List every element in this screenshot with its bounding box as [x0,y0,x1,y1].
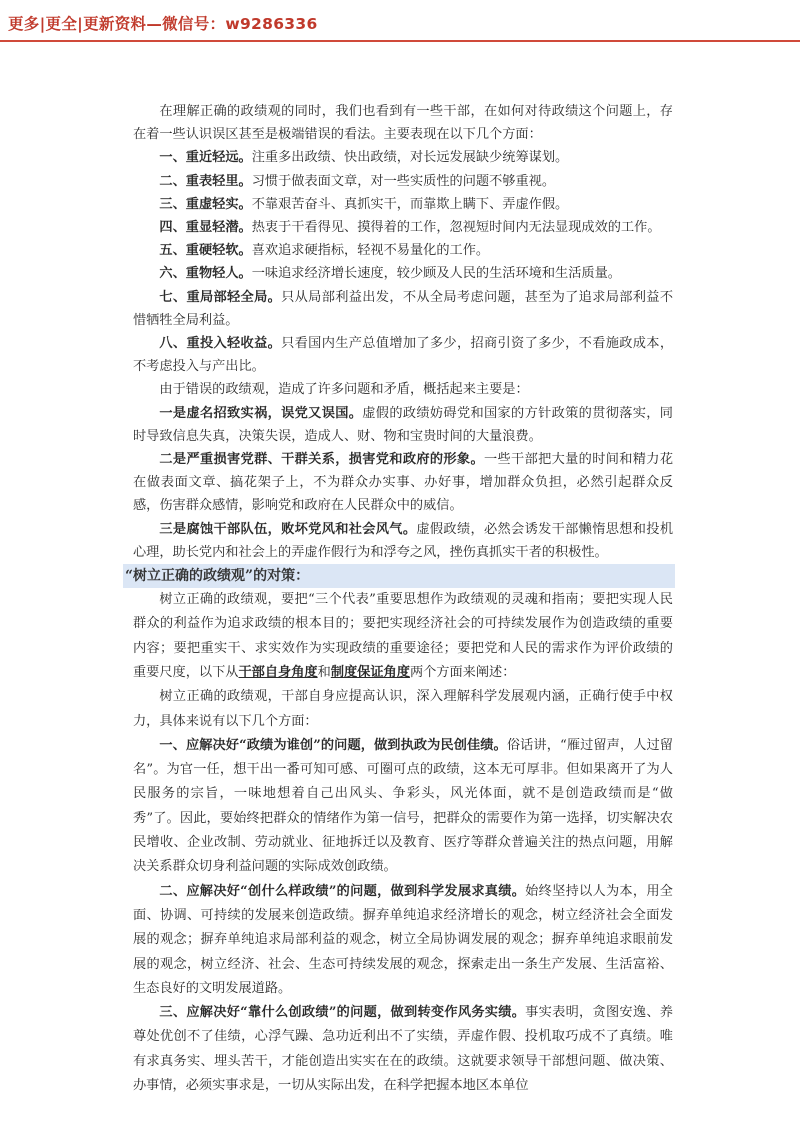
consequence-title: 一是虚名招致实祸，误党又误国。 [159,405,363,421]
consequence-intro: 由于错误的政绩观，造成了许多问题和矛盾，概括起来主要是： [159,382,529,398]
consequence-item [133,518,673,564]
issue-title: 八、重投入轻收益。 [159,336,282,352]
strategy-paragraph: 树立正确的政绩观，干部自身应提高认识，深入理解科学发展观内涵，正确行使手中权力，具体来说有以下几个方面： [133,689,673,729]
issue-item [133,332,673,378]
issue-item [133,286,673,332]
underlined-term: 制度保证角度 [330,664,410,680]
issue-title: 三、重虚轻实。 [159,196,252,212]
issue-title: 四、重显轻潜。 [159,220,252,236]
issue-text: 不靠艰苦奋斗、真抓实干，而靠欺上瞒下、弄虚作假。 [251,196,569,212]
strategy-text: 树立正确的政绩观，要把“三个代表”重要思想作为政绩观的灵魂和指南；要把实现人民群众的利益作为追求政绩的根本目的；要把实现经济社会的可持续发展作为创造政绩的重要内容；要把重实干、求实效作为实现政绩的重要途径；要把党和人民的需求作为评价政绩的重要尺度，以下从 [133,592,673,680]
issue-item [133,193,673,216]
issue-text: 一味追求经济增长速度，较少顾及人民的生活环境和生活质量。 [251,266,621,282]
consequence-text: 虚假政绩，必然会诱发干部懒惰思想和投机心理，助长党内和社会上的弄虚作假行为和浮夸之风，挫伤真抓实干者的积极性。 [133,521,674,560]
header-divider [0,40,800,42]
issue-title: 六、重物轻人。 [159,266,252,282]
strategy-item-title: 三、应解决好“靠什么创政绩”的问题，做到转变作风务实绩。 [159,1005,526,1021]
consequence-text: 虚假的政绩妨碍党和国家的方针政策的贯彻落实，同时导致信息失真，决策失误，造成人、财、物和宝贵时间的大量浪费。 [133,405,673,444]
consequence-text: 一些干部把大量的时间和精力花在做表面文章、搞花架子上，不为群众办实事、办好事，增加群众负担，必然引起群众反感，伤害群众感情，影响党和政府在人民群众中的威信。 [133,452,674,514]
issue-text: 注重多出政绩、快出政绩，对长远发展缺少统筹谋划。 [251,150,569,166]
issue-item [133,170,673,193]
strategy-text: 两个方面来阐述： [409,664,516,680]
consequence-item [133,402,673,448]
issue-item [133,262,673,285]
strategy-item [133,734,673,880]
issue-text: 只看国内生产总值增加了多少，招商引资了多少，不看施政成本，不考虑投入与产出比。 [133,336,674,375]
strategy-item [133,880,673,1001]
issue-text: 习惯于做表面文章，对一些实质性的问题不够重视。 [251,173,556,189]
issue-item [133,216,673,239]
strategy-item-title: 一、应解决好“政绩为谁创”的问题，做到执政为民创佳绩。 [159,737,507,753]
page-header [0,0,800,50]
issue-text: 喜欢追求硬指标，轻视不易量化的工作。 [251,243,490,259]
underlined-term: 干部自身角度 [238,664,318,680]
strategy-item [133,1001,673,1098]
issue-title: 二、重表轻里。 [159,173,252,189]
strategy-item-text: 俗话讲，“雁过留声，人过留名”。为官一任，想干出一番可知可感、可圈可点的政绩，这本无可厚非。但如果离开了为人民服务的宗旨，一味地想着自己出风头、争彩头，风光体面，就不是创造政绩而是“做秀”了。因此，要始终把群众的情绪作为第一信号，把群众的需要作为第一选择，切实解决农民增收、企业改制、劳动就业、征地拆迁以及教育、医疗等群众普遍关注的热点问题，用解决关系群众切身利益问题的实际成效创政绩。 [133,737,673,875]
issue-item [133,239,673,262]
issue-title: 七、重局部轻全局。 [159,289,282,305]
strategy-section [133,588,673,1098]
strategy-item-text: 事实表明，贪图安逸、养尊处优创不了佳绩，心浮气躁、急功近利出不了实绩，弄虚作假、投机取巧成不了真绩。唯有求真务实、埋头苦干，才能创造出实实在在的政绩。这就要求领导干部想问题、做决策、办事情，必须实事求是，一切从实际出发，在科学把握本地区本单位 [133,1005,673,1093]
header-watermark-text: 更多|更全|更新资料—微信号：w9286336 [8,15,318,33]
consequence-title: 二是严重损害党群、干群关系，损害党和政府的形象。 [159,452,484,468]
document-body [125,100,674,1098]
strategy-item-title: 二、应解决好“创什么样政绩”的问题，做到科学发展求真绩。 [159,883,526,899]
issue-title: 一、重近轻远。 [159,150,252,166]
intro-paragraph: 在理解正确的政绩观的同时，我们也看到有一些干部，在如何对待政绩这个问题上，存在着一些认识误区甚至是极端错误的看法。主要表现在以下几个方面： [133,104,673,143]
issue-title: 五、重硬轻软。 [159,243,252,259]
issue-text: 热衷于干看得见、摸得着的工作，忽视短时间内无法显现成效的工作。 [251,220,661,236]
strategy-paragraph [133,588,673,685]
strategy-text: 和 [317,664,331,680]
consequence-title: 三是腐蚀干部队伍，败坏党风和社会风气。 [159,521,417,537]
consequence-item [133,448,673,518]
issue-text: 只从局部利益出发，不从全局考虑问题，甚至为了追求局部利益不惜牺牲全局利益。 [133,289,674,328]
section-heading: “树立正确的政绩观”的对策： [123,564,675,588]
strategy-item-text: 始终坚持以人为本，用全面、协调、可持续的发展来创造政绩。摒弃单纯追求经济增长的观念，树立经济社会全面发展的观念；摒弃单纯追求局部利益的观念，树立全局协调发展的观念；摒弃单纯追求眼前发展的观念，树立经济、社会、生态可持续发展的观念，探索走出一条生产发展、生活富裕、生态良好的文明发展道路。 [133,883,673,996]
issue-item [133,146,673,169]
